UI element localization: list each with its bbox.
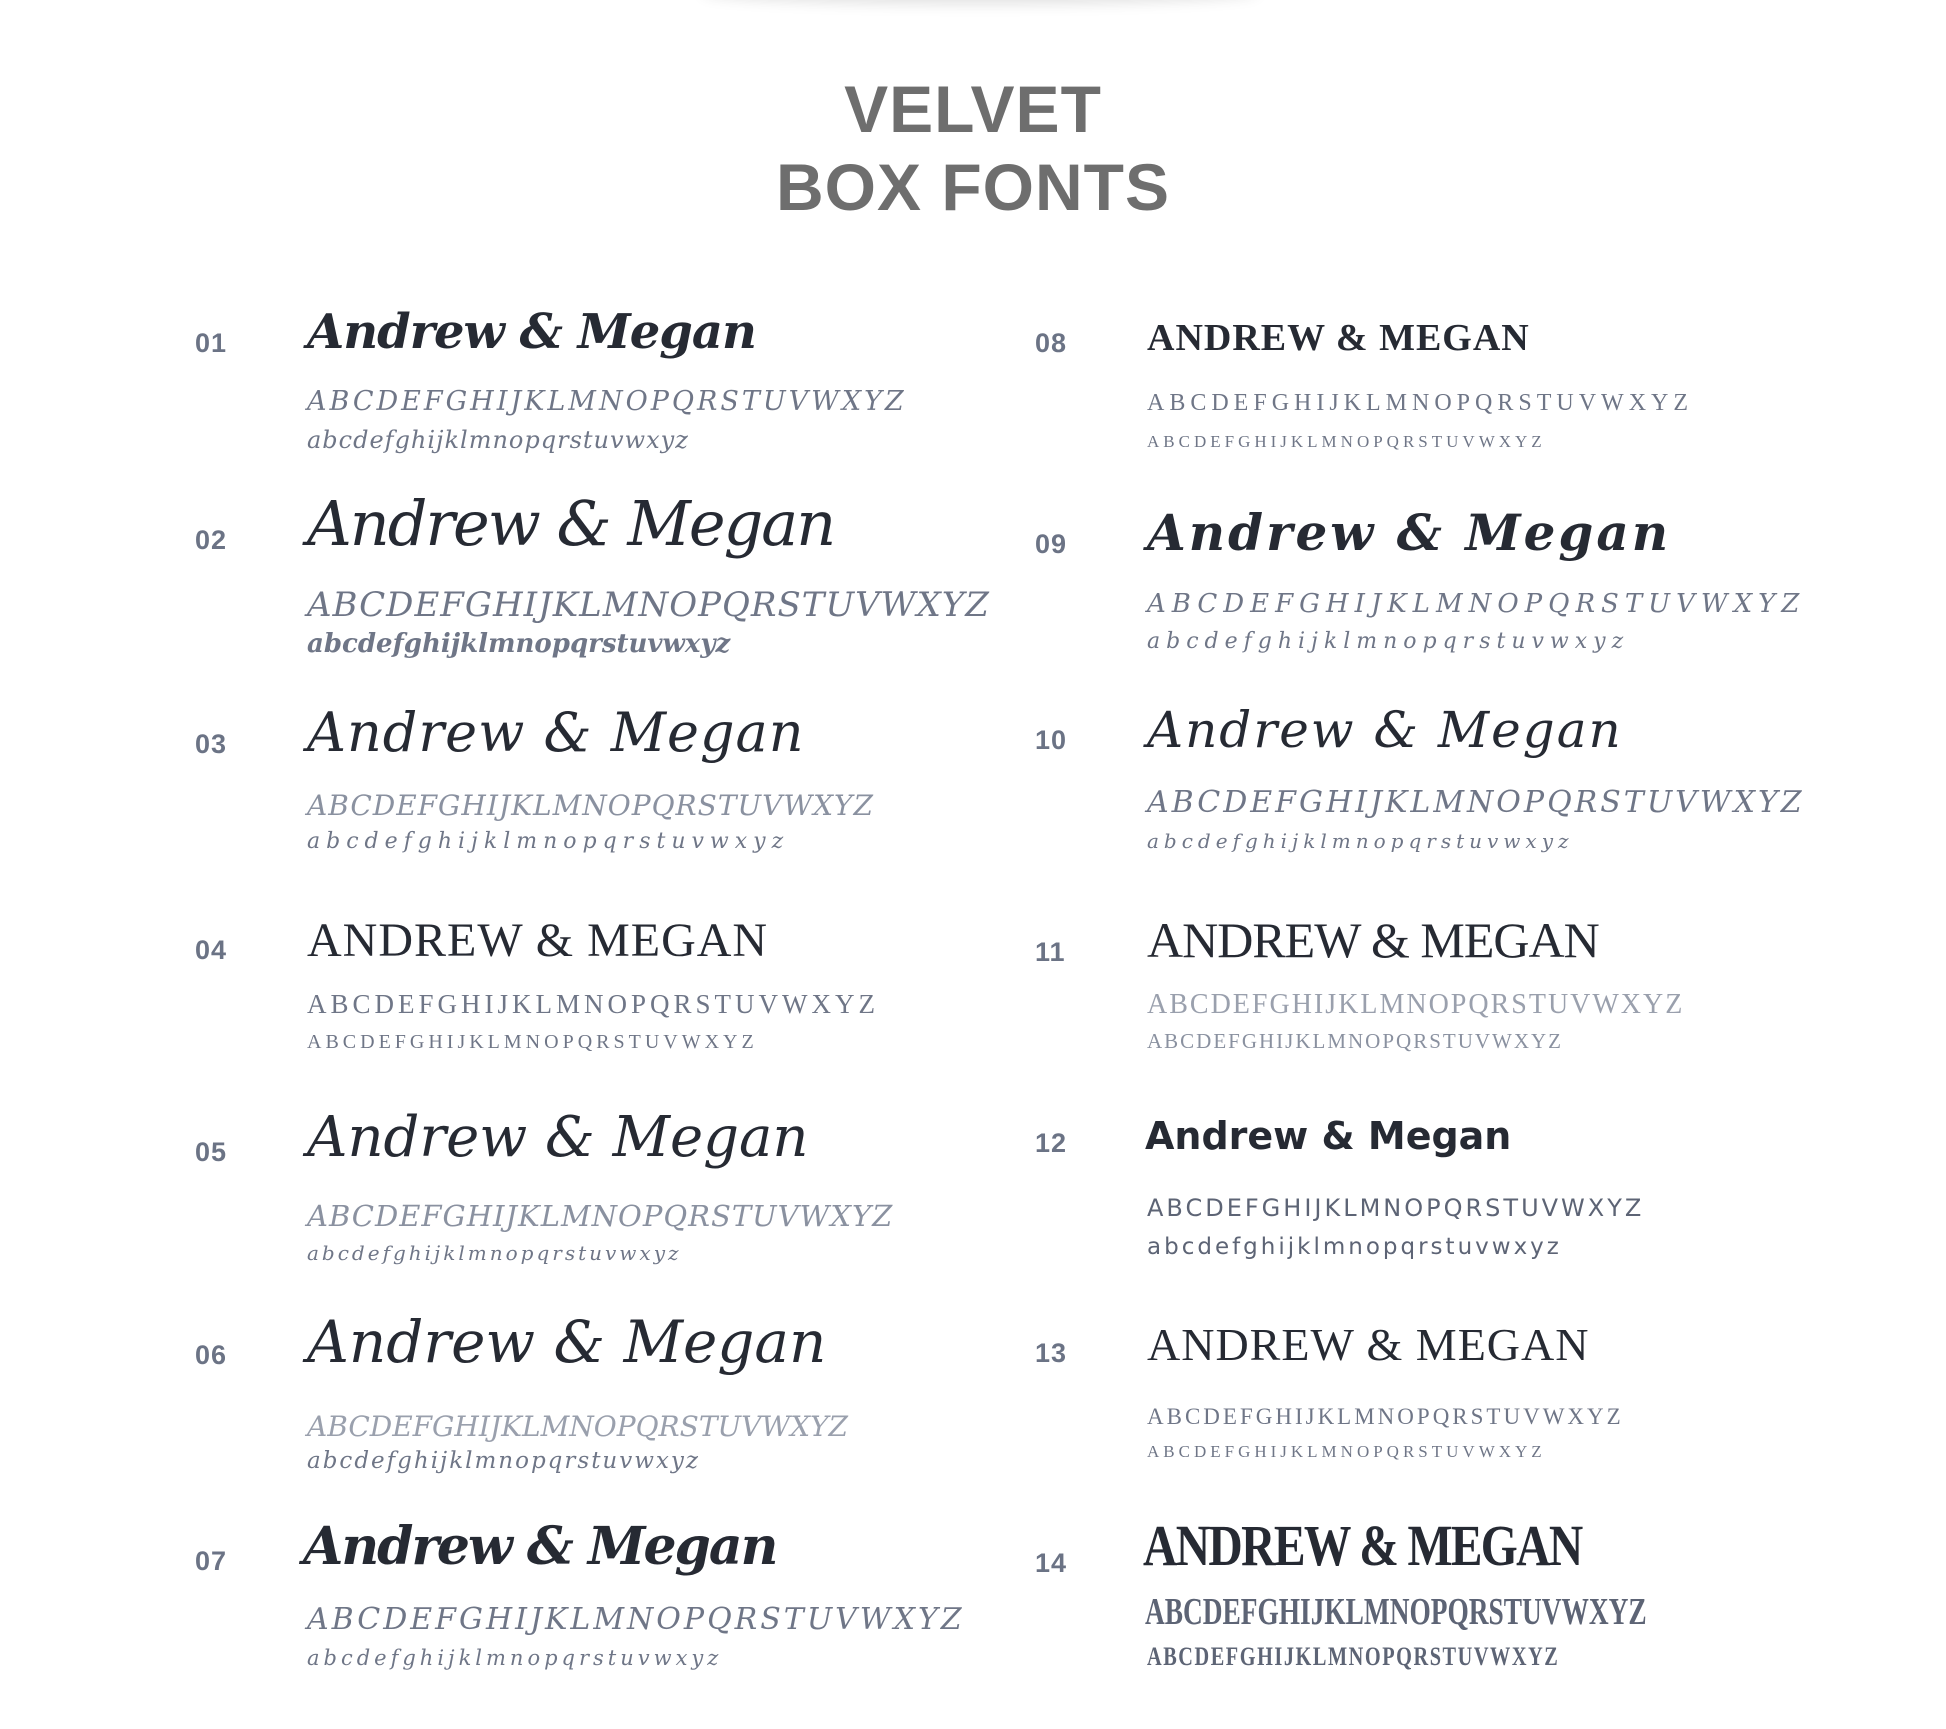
font-sample: Andrew & Megan (1147, 701, 1623, 759)
font-lowercase-alphabet: abcdefghijklmnopqrstuvwxyz (307, 629, 731, 659)
font-sample: ANDREW & MEGAN (1147, 1319, 1590, 1370)
font-number: 05 (195, 1137, 228, 1167)
font-number: 11 (1035, 937, 1066, 967)
font-entry-07 (195, 1516, 965, 1698)
font-entry-09 (1035, 503, 1806, 675)
font-entry-10 (1035, 701, 1805, 875)
font-uppercase-alphabet: ABCDEFGHIJKLMNOPQRSTUVWXYZ (1145, 1591, 1647, 1633)
font-entry-11 (1035, 912, 1795, 1065)
font-number: 09 (1035, 529, 1068, 559)
font-sample: Andrew & Megan (303, 1516, 777, 1577)
font-entry-12 (1035, 1110, 1795, 1270)
font-sample: ANDREW & MEGAN (1143, 1513, 1582, 1578)
font-uppercase-alphabet: ABCDEFGHIJKLMNOPQRSTUVWXYZ (1147, 589, 1806, 619)
font-number: 06 (195, 1340, 228, 1370)
page-title-line2: BOX FONTS (775, 150, 1170, 224)
font-lowercase-alphabet: abcdefghijklmnopqrstuvwxyz (307, 1646, 723, 1670)
font-uppercase-alphabet: ABCDEFGHIJKLMNOPQRSTUVWXYZ (307, 1199, 894, 1233)
font-entry-05 (195, 1105, 955, 1295)
font-sample: Andrew & Megan (307, 487, 835, 560)
font-number: 07 (195, 1546, 228, 1576)
font-number: 03 (195, 729, 228, 759)
font-sample: Andrew & Megan (307, 1308, 827, 1376)
font-sample: Andrew & Megan (307, 701, 805, 764)
font-lowercase-alphabet: abcdefghijklmnopqrstuvwxyz (1147, 829, 1574, 853)
font-uppercase-alphabet: ABCDEFGHIJKLMNOPQRSTUVWXYZ (307, 989, 880, 1019)
font-entry-06 (195, 1308, 955, 1498)
font-uppercase-alphabet: ABCDEFGHIJKLMNOPQRSTUVWXYZ (1147, 390, 1694, 416)
font-number: 02 (195, 525, 228, 555)
font-entry-13 (1035, 1318, 1795, 1478)
font-sample: Andrew & Megan (307, 304, 756, 360)
font-entry-04 (195, 915, 955, 1065)
font-uppercase-alphabet: ABCDEFGHIJKLMNOPQRSTUVWXYZ (307, 789, 874, 822)
font-entry-02 (195, 485, 990, 675)
font-lowercase-alphabet: ABCDEFGHIJKLMNOPQRSTUVWXYZ (1147, 1642, 1560, 1671)
font-sample: Andrew & Megan (1145, 1114, 1512, 1158)
font-sample: ANDREW & MEGAN (307, 914, 769, 967)
font-sample: Andrew & Megan (307, 1105, 809, 1170)
font-uppercase-alphabet: ABCDEFGHIJKLMNOPQRSTUVWXYZ (307, 585, 990, 625)
font-number: 13 (1035, 1338, 1068, 1368)
font-entry-01 (195, 300, 955, 470)
font-lowercase-alphabet: abcdefghijklmnopqrstuvwxyz (307, 426, 689, 454)
page-title-line1: VELVET (844, 72, 1102, 146)
font-uppercase-alphabet: ABCDEFGHIJKLMNOPQRSTUVWXYZ (307, 1602, 965, 1637)
font-uppercase-alphabet: ABCDEFGHIJKLMNOPQRSTUVWXYZ (1147, 1404, 1624, 1429)
font-lowercase-alphabet: abcdefghijklmnopqrstuvwxyz (1147, 629, 1630, 654)
font-uppercase-alphabet: ABCDEFGHIJKLMNOPQRSTUVWXYZ (307, 1410, 848, 1443)
font-lowercase-alphabet: abcdefghijklmnopqrstuvwxyz (307, 1448, 701, 1474)
font-sample: ANDREW & MEGAN (1147, 912, 1599, 968)
font-sample: ANDREW & MEGAN (1147, 317, 1530, 359)
font-uppercase-alphabet: ABCDEFGHIJKLMNOPQRSTUVWXYZ (307, 386, 907, 417)
font-number: 10 (1035, 725, 1068, 755)
font-lowercase-alphabet: abcdefghijklmnopqrstuvwxyz (1147, 1234, 1562, 1260)
font-entry-03 (195, 701, 955, 875)
font-uppercase-alphabet: ABCDEFGHIJKLMNOPQRSTUVWXYZ (1147, 785, 1805, 820)
font-number: 12 (1035, 1128, 1068, 1158)
font-entry-14 (1035, 1513, 1795, 1698)
font-uppercase-alphabet: ABCDEFGHIJKLMNOPQRSTUVWXYZ (1147, 1194, 1645, 1222)
font-uppercase-alphabet: ABCDEFGHIJKLMNOPQRSTUVWXYZ (1147, 989, 1685, 1020)
font-lowercase-alphabet: abcdefghijklmnopqrstuvwxyz (307, 829, 790, 854)
font-lowercase-alphabet: ABCDEFGHIJKLMNOPQRSTUVWXYZ (1147, 1029, 1564, 1053)
font-entry-08 (1035, 310, 1795, 470)
font-lowercase-alphabet: ABCDEFGHIJKLMNOPQRSTUVWXYZ (307, 1031, 758, 1053)
font-number: 14 (1035, 1548, 1068, 1578)
font-number: 04 (195, 935, 228, 965)
font-lowercase-alphabet: ABCDEFGHIJKLMNOPQRSTUVWXYZ (1147, 1442, 1546, 1461)
font-lowercase-alphabet: ABCDEFGHIJKLMNOPQRSTUVWXYZ (1147, 432, 1546, 451)
font-number: 08 (1035, 328, 1068, 358)
font-sample: Andrew & Megan (1147, 503, 1672, 562)
font-number: 01 (195, 328, 228, 358)
font-lowercase-alphabet: abcdefghijklmnopqrstuvwxyz (307, 1241, 682, 1265)
